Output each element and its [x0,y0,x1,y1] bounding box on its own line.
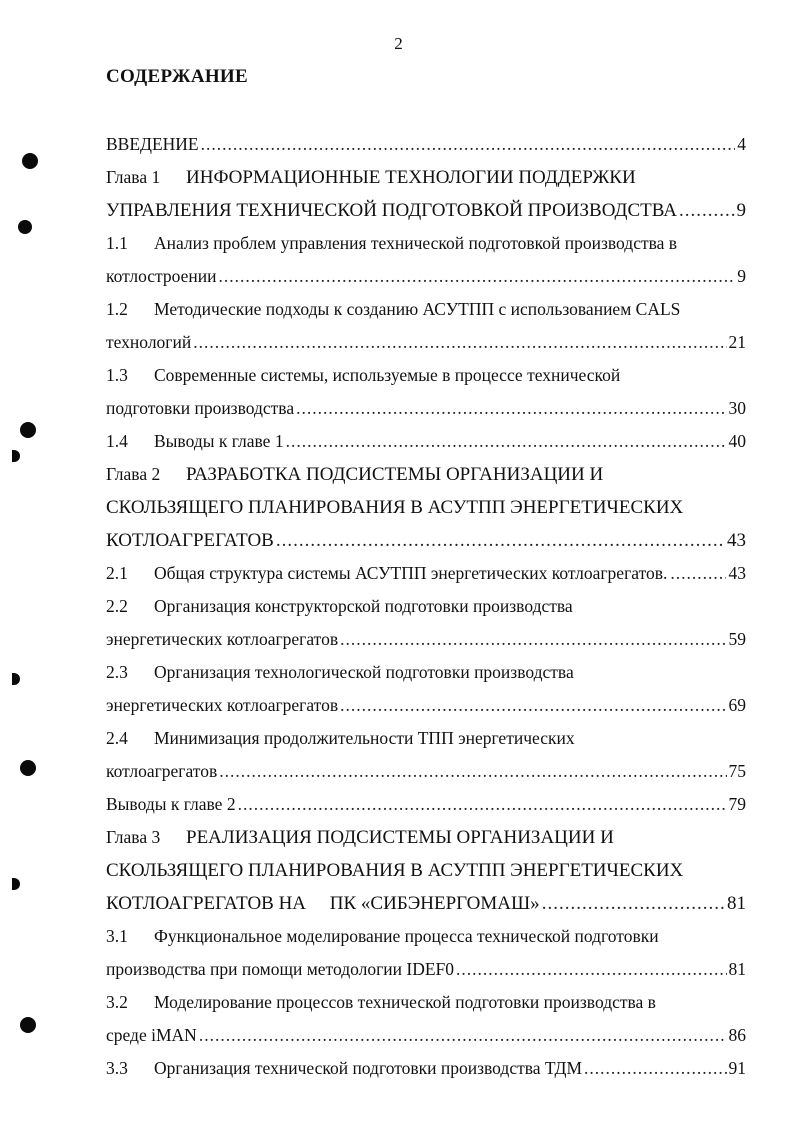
toc-label: Функциональное моделирование процесса технической подготовки [154,926,659,946]
toc-label: КОТЛОАГРЕГАТОВ [106,530,274,551]
toc-section-3-2-line2[interactable] [106,1019,746,1052]
toc-page: 21 [728,332,746,352]
toc-label: котлостроении [106,266,217,286]
punch-hole-mark [20,1017,36,1033]
toc-page: 69 [728,695,746,715]
toc-chapter-1-line1[interactable] [106,161,746,194]
toc-section-2-4-line2[interactable] [106,755,746,788]
toc-page: 9 [737,266,746,286]
toc-label: котлоагрегатов [106,761,218,781]
dot-leader [276,524,725,557]
toc-page: 81 [727,893,746,914]
toc-chapter-2-line3[interactable] [106,524,746,557]
punch-hole-mark [12,450,20,462]
toc-section-2-4-line1[interactable] [106,722,746,755]
dot-leader [340,689,726,722]
toc-number: Глава 2 [106,464,161,484]
toc-number: Глава 1 [106,167,161,187]
dot-leader [199,1019,727,1052]
toc-label: Организация конструкторской подготовки производства [154,596,573,616]
toc-label: Минимизация продолжительности ТПП энергетических [154,728,575,748]
toc-number: 2.1 [106,563,128,583]
punch-hole-mark [12,673,20,685]
toc-page: 4 [737,134,746,154]
dot-leader [201,128,736,161]
toc-page: 79 [728,794,746,814]
toc-label: Методические подходы к созданию АСУТПП с использованием CALS [154,299,681,319]
toc-number: 1.3 [106,365,128,385]
toc-label: Выводы к главе 2 [106,794,236,814]
punch-hole-mark [12,878,20,890]
dot-leader [296,392,726,425]
toc-section-2-1[interactable] [106,557,746,590]
toc-section-1-1-line2[interactable] [106,260,746,293]
punch-hole-mark [22,153,38,169]
toc-entry-introduction[interactable] [106,128,746,161]
toc-chapter-2-line2[interactable] [106,491,746,524]
toc-label: ВВЕДЕНИЕ [106,134,199,154]
dot-leader [286,425,727,458]
toc-label: энергетических котлоагрегатов [106,629,339,649]
toc-page: 86 [728,1025,746,1045]
dot-leader [456,953,726,986]
toc-page: 30 [728,398,746,418]
toc-number: 1.4 [106,431,128,451]
dot-leader [238,788,727,821]
toc-page: 91 [728,1058,746,1078]
toc-label: Современные системы, используемые в процессе технической [154,365,621,385]
toc-number: 2.4 [106,728,128,748]
toc-chapter-3-line3[interactable] [106,887,746,920]
toc-page: 43 [727,530,746,551]
toc-page: 81 [728,959,746,979]
dot-leader [219,755,726,788]
punch-hole-mark [20,760,36,776]
toc-conclusions-chapter-2[interactable] [106,788,746,821]
dot-leader [193,326,726,359]
toc-page: 75 [728,761,746,781]
toc-section-1-3-line2[interactable] [106,392,746,425]
toc-chapter-2-line1[interactable] [106,458,746,491]
toc-label: СКОЛЬЗЯЩЕГО ПЛАНИРОВАНИЯ В АСУТПП ЭНЕРГЕТИЧЕСКИХ [106,497,684,518]
toc-label: энергетических котлоагрегатов [106,695,339,715]
toc-label: РЕАЛИЗАЦИЯ ПОДСИСТЕМЫ ОРГАНИЗАЦИИ И [186,827,614,848]
toc-section-3-1-line2[interactable] [106,953,746,986]
dot-leader [679,194,735,227]
toc-chapter-3-line2[interactable] [106,854,746,887]
toc-label: СКОЛЬЗЯЩЕГО ПЛАНИРОВАНИЯ В АСУТПП ЭНЕРГЕТИЧЕСКИХ [106,860,684,881]
toc-section-2-2-line2[interactable] [106,623,746,656]
dot-leader [218,260,735,293]
toc-section-2-2-line1[interactable] [106,590,746,623]
dot-leader [340,623,726,656]
toc-page: 40 [728,431,746,451]
table-of-contents [106,128,746,1085]
toc-label: ИНФОРМАЦИОННЫЕ ТЕХНОЛОГИИ ПОДДЕРЖКИ [186,167,636,188]
toc-section-1-1-line1[interactable] [106,227,746,260]
toc-label: КОТЛОАГРЕГАТОВ НА ПК «СИБЭНЕРГОМАШ» [106,893,540,914]
toc-number: 2.3 [106,662,128,682]
toc-section-3-3[interactable] [106,1052,746,1085]
toc-page: 43 [728,563,746,583]
toc-label: РАЗРАБОТКА ПОДСИСТЕМЫ ОРГАНИЗАЦИИ И [186,464,604,485]
toc-page: 59 [728,629,746,649]
toc-chapter-1-line2[interactable] [106,194,746,227]
page-number: 2 [394,34,403,53]
toc-label: производства при помощи методологии IDEF0 [106,959,455,979]
toc-label: подготовки производства [106,398,295,418]
toc-section-2-3-line1[interactable] [106,656,746,689]
toc-label: УПРАВЛЕНИЯ ТЕХНИЧЕСКОЙ ПОДГОТОВКОЙ ПРОИЗВОДСТВА [106,200,677,221]
dot-leader [584,1052,727,1085]
toc-number: 3.1 [106,926,128,946]
toc-number: 1.2 [106,299,128,319]
punch-hole-mark [20,422,36,438]
toc-page: 9 [736,200,746,221]
toc-section-1-4[interactable] [106,425,746,458]
toc-section-1-2-line1[interactable] [106,293,746,326]
toc-label: технологий [106,332,192,352]
toc-number: 2.2 [106,596,128,616]
dot-leader [542,887,725,920]
toc-section-1-2-line2[interactable] [106,326,746,359]
toc-section-1-3-line1[interactable] [106,359,746,392]
toc-number: 1.1 [106,233,128,253]
toc-label: Организация технологической подготовки производства [154,662,574,682]
toc-section-3-2-line1[interactable] [106,986,746,1019]
toc-section-2-3-line2[interactable] [106,689,746,722]
toc-chapter-3-line1[interactable] [106,821,746,854]
toc-section-3-1-line1[interactable] [106,920,746,953]
toc-number: Глава 3 [106,827,161,847]
toc-label: Моделирование процессов технической подготовки производства в [154,992,656,1012]
toc-label: среде iMAN [106,1025,197,1045]
page-title: СОДЕРЖАНИЕ [106,66,248,87]
toc-label: Выводы к главе 1 [154,431,284,451]
toc-label: Анализ проблем управления технической подготовкой производства в [154,233,678,253]
toc-number: 3.2 [106,992,128,1012]
toc-label: Общая структура системы АСУТПП энергетических котлоагрегатов. [154,563,668,583]
toc-label: Организация технической подготовки производства ТДМ [154,1058,582,1078]
punch-hole-mark [18,220,32,234]
dot-leader [670,557,725,590]
toc-number: 3.3 [106,1058,128,1078]
